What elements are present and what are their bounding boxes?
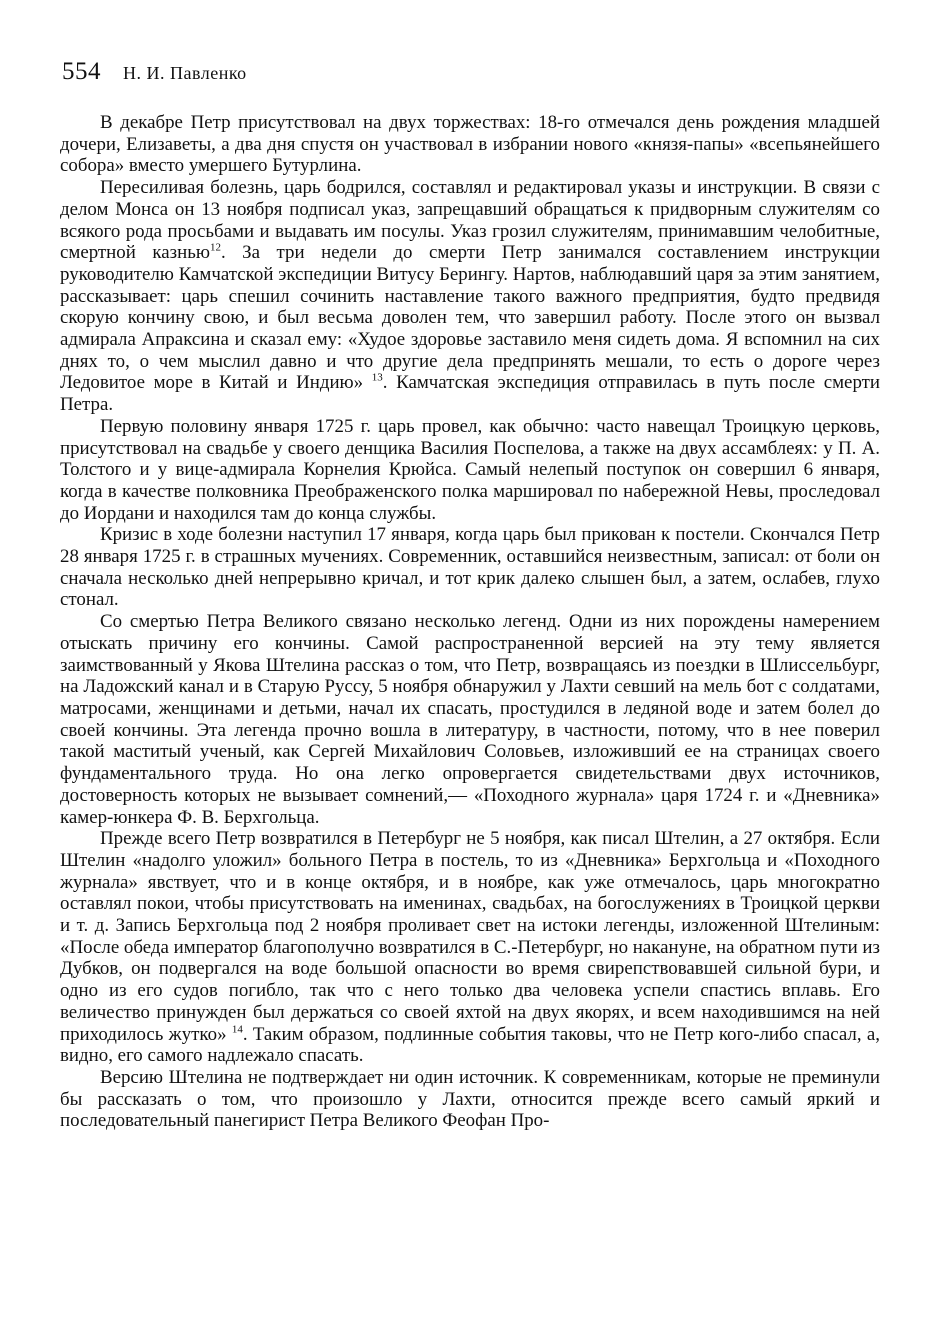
paragraph-text: . Камчатская экспедиция отправилась в путь после смерти Петра. bbox=[60, 372, 881, 416]
paragraph-text: . За три недели до смерти Петр занимался составлением инструкции руководителю Камчатской экспедиции Витусу Берингу. Нартов, наблюдавший царя за этим занятием, рассказывает: царь спешил сочинить наставление такого важного предприятия, будто предвидя скорую кончину свою, и был весьма доволен тем, что завершил работу. После этого он вызвал адмирала Апраксина и сказал ему: «Худое здоровье заставило меня сидеть дома. Я вспомнил на сих днях то, о чем мыслил давно и что другие дела предпринять мешали, то есть о дороге через Ледовитое море в Китай и Индию» bbox=[60, 242, 881, 394]
paragraph bbox=[60, 416, 880, 525]
page-header bbox=[62, 58, 247, 86]
paragraph-text: Первую половину января 1725 г. царь провел, как обычно: часто навещал Троицкую церковь, присутствовал на свадьбе у своего денщика Василия Поспелова, а также на двух ассамблеях: у П. А. Толстого и у вице-адмирала Корнелия Крюйса. Самый нелепый поступок он совершил 6 января, когда в качестве полковника Преображенского полка маршировал по набережной Невы, проследовал до Иордани и находился там до конца службы. bbox=[60, 415, 880, 524]
page-number: 554 bbox=[62, 58, 101, 85]
paragraph bbox=[60, 611, 880, 828]
body-text bbox=[60, 112, 880, 1132]
paragraph-text: Кризис в ходе болезни наступил 17 января, когда царь был прикован к постели. Скончался Петр 28 января 1725 г. в страшных мучениях. Современник, оставшийся неизвестным, записал: от боли он сначала несколько дней непрерывно кричал, и тот крик далеко слышен был, а затем, ослабев, глухо стонал. bbox=[60, 524, 880, 611]
paragraph bbox=[60, 524, 880, 611]
paragraph-text: Пересиливая болезнь, царь бодрился, составлял и редактировал указы и инструкции. В связи с делом Монса он 13 ноября подписал указ, запрещавший обращаться к придворным служителям со всякого рода просьбами и выдавать им посулы. Указ грозил служителям, принимавшим челобитные, смертной казнью bbox=[60, 177, 880, 264]
paragraph-text: Прежде всего Петр возвратился в Петербург не 5 ноября, как писал Штелин, а 27 октября. Если Штелин «надолго уложил» больного Петра в постель, то из «Дневника» Берхгольца и «Походного журнала» явствует, что и в конце октября, и в ноябре, как уже отмечалось, царь многократно оставлял покои, чтобы присутствовать на именинах, свадьбах, на богослужениях в Троицкой церкви и т. д. Запись Берхгольца под 2 ноября проливает свет на истоки легенды, изложенной Штелиным: «После обеда император благополучно возвратился в С.-Петербург, но накануне, на обратном пути из Дубков, он подвергался на воде большой опасности во время свирепствовавшей сильной бури, и одно из его судов погибло, так что с него только два человека успели спастись вплавь. Его величество принужден был держаться со своей яхтой на двух якорях, и всем находившимся на ней приходилось жутко» bbox=[60, 828, 880, 1045]
footnote-ref: 14 bbox=[231, 1023, 243, 1036]
paragraph bbox=[60, 828, 880, 1067]
paragraph bbox=[60, 112, 880, 177]
paragraph-text: Со смертью Петра Великого связано несколько легенд. Одни из них порождены намерением отыскать причину его кончины. Самой распространенной версией на эту тему является заимствованный у Якова Штелина рассказ о том, что Петр, возвращаясь из поездки в Шлиссельбург, на Ладожский канал и в Старую Руссу, 5 ноября обнаружил у Лахти севший на мель бот с солдатами, матросами, женщинами и детьми, начал их спасать, простудился в ледяной воде и затем болел до своей кончины. Эта легенда прочно вошла в литературу, в частности, потому, что в нее поверил такой маститый ученый, как Сергей Михайлович Соловьев, изложивший ее на страницах своего фундаментального труда. Но она легко опровергается свидетельствами двух источников, достоверность которых не вызывает сомнений,— «Походного журнала» царя 1724 г. и «Дневника» камер-юнкера Ф. В. Берхгольца. bbox=[60, 611, 880, 828]
paragraph-text: . Таким образом, подлинные события таковы, что не Петр кого-либо спасал, а, видно, его самого надлежало спасать. bbox=[60, 1023, 880, 1067]
running-head-author: Н. И. Павленко bbox=[123, 63, 247, 83]
footnote-ref: 12 bbox=[209, 241, 221, 254]
paragraph bbox=[60, 1067, 880, 1132]
paragraph-text: Версию Штелина не подтверждает ни один источник. К современникам, которые не преминули бы рассказать о том, что произошло у Лахти, относится прежде всего самый яркий и последовательный панегирист Петра Великого Феофан Про- bbox=[60, 1066, 880, 1132]
paragraph bbox=[60, 177, 880, 416]
paragraph-text: В декабре Петр присутствовал на двух торжествах: 18-го отмечался день рождения младшей дочери, Елизаветы, а два дня спустя он участвовал в избрании нового «князя-папы» «всепьянейшего собора» вместо умершего Бутурлина. bbox=[60, 112, 880, 177]
footnote-ref: 13 bbox=[371, 372, 383, 385]
